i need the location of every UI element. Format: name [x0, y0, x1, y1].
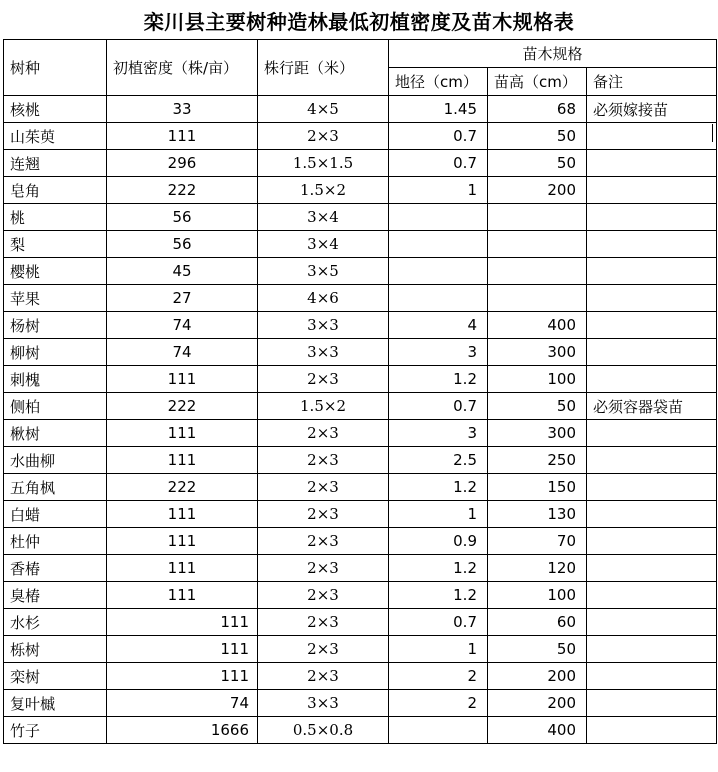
spacing-cell: 2×3 [258, 528, 389, 555]
diameter-cell: 3 [389, 420, 488, 447]
diameter-cell: 3 [389, 339, 488, 366]
note-cell [587, 717, 717, 744]
table-row [4, 312, 717, 339]
note-cell: 必须容器袋苗 [587, 393, 717, 420]
table-row [4, 231, 717, 258]
note-cell [587, 501, 717, 528]
note-cell [587, 231, 717, 258]
density-cell: 27 [107, 285, 258, 312]
spacing-cell: 4×5 [258, 96, 389, 123]
height-cell: 400 [488, 312, 587, 339]
species-cell: 皂角 [4, 177, 107, 204]
spacing-cell: 2×3 [258, 582, 389, 609]
table-row [4, 501, 717, 528]
note-cell: 必须嫁接苗 [587, 96, 717, 123]
species-cell: 白蜡 [4, 501, 107, 528]
species-cell: 柳树 [4, 339, 107, 366]
header-spacing: 株行距（米） [258, 40, 389, 96]
species-cell: 栾树 [4, 663, 107, 690]
height-cell: 130 [488, 501, 587, 528]
table-row [4, 393, 717, 420]
table-row [4, 528, 717, 555]
species-cell: 苹果 [4, 285, 107, 312]
height-cell: 50 [488, 636, 587, 663]
height-cell: 50 [488, 150, 587, 177]
table-row [4, 663, 717, 690]
species-cell: 连翘 [4, 150, 107, 177]
diameter-cell: 0.7 [389, 123, 488, 150]
diameter-cell: 1 [389, 177, 488, 204]
diameter-cell: 0.7 [389, 609, 488, 636]
header-note: 备注 [587, 68, 717, 96]
spacing-cell: 1.5×1.5 [258, 150, 389, 177]
table-row [4, 366, 717, 393]
note-cell [587, 555, 717, 582]
height-cell: 100 [488, 366, 587, 393]
density-cell: 111 [107, 555, 258, 582]
header-row-1 [4, 40, 717, 68]
spacing-cell: 3×3 [258, 690, 389, 717]
species-cell: 竹子 [4, 717, 107, 744]
diameter-cell: 1.2 [389, 366, 488, 393]
header-diameter: 地径（cm） [389, 68, 488, 96]
diameter-cell: 2 [389, 690, 488, 717]
note-cell [587, 339, 717, 366]
height-cell [488, 231, 587, 258]
density-cell: 111 [107, 123, 258, 150]
species-cell: 臭椿 [4, 582, 107, 609]
density-cell: 111 [107, 366, 258, 393]
height-cell: 400 [488, 717, 587, 744]
species-cell: 山茱萸 [4, 123, 107, 150]
table-row [4, 690, 717, 717]
table-row [4, 636, 717, 663]
table-row [4, 204, 717, 231]
density-cell: 56 [107, 231, 258, 258]
diameter-cell [389, 285, 488, 312]
diameter-cell: 2.5 [389, 447, 488, 474]
height-cell: 60 [488, 609, 587, 636]
density-cell: 74 [107, 690, 258, 717]
table-row [4, 447, 717, 474]
diameter-cell: 1.2 [389, 474, 488, 501]
density-cell: 74 [107, 312, 258, 339]
table-row [4, 96, 717, 123]
spacing-cell: 2×3 [258, 609, 389, 636]
text-cursor [712, 124, 713, 142]
seedling-spec-table [3, 39, 717, 744]
table-row [4, 285, 717, 312]
table-row [4, 420, 717, 447]
species-cell: 楸树 [4, 420, 107, 447]
density-cell: 111 [107, 663, 258, 690]
header-seedling-spec: 苗木规格 [389, 40, 717, 68]
height-cell [488, 258, 587, 285]
density-cell: 33 [107, 96, 258, 123]
density-cell: 111 [107, 420, 258, 447]
note-cell [587, 420, 717, 447]
density-cell: 74 [107, 339, 258, 366]
species-cell: 桃 [4, 204, 107, 231]
species-cell: 栎树 [4, 636, 107, 663]
spacing-cell: 3×3 [258, 339, 389, 366]
spacing-cell: 3×3 [258, 312, 389, 339]
diameter-cell [389, 231, 488, 258]
density-cell: 222 [107, 474, 258, 501]
spacing-cell: 4×6 [258, 285, 389, 312]
density-cell: 111 [107, 582, 258, 609]
height-cell: 300 [488, 339, 587, 366]
note-cell [587, 690, 717, 717]
diameter-cell: 1.2 [389, 555, 488, 582]
table-row [4, 555, 717, 582]
diameter-cell: 0.9 [389, 528, 488, 555]
note-cell [587, 582, 717, 609]
diameter-cell: 0.7 [389, 393, 488, 420]
table-row [4, 150, 717, 177]
diameter-cell: 1 [389, 501, 488, 528]
spacing-cell: 3×4 [258, 231, 389, 258]
note-cell [587, 366, 717, 393]
note-cell [587, 312, 717, 339]
note-cell [587, 177, 717, 204]
species-cell: 复叶槭 [4, 690, 107, 717]
diameter-cell: 1 [389, 636, 488, 663]
species-cell: 杨树 [4, 312, 107, 339]
species-cell: 刺槐 [4, 366, 107, 393]
density-cell: 56 [107, 204, 258, 231]
table-row [4, 258, 717, 285]
table-title: 栾川县主要树种造林最低初植密度及苗木规格表 [143, 10, 575, 34]
diameter-cell: 2 [389, 663, 488, 690]
spacing-cell: 2×3 [258, 636, 389, 663]
diameter-cell: 0.7 [389, 150, 488, 177]
density-cell: 222 [107, 177, 258, 204]
header-height: 苗高（cm） [488, 68, 587, 96]
species-cell: 核桃 [4, 96, 107, 123]
table-row [4, 474, 717, 501]
density-cell: 111 [107, 501, 258, 528]
species-cell: 水杉 [4, 609, 107, 636]
height-cell: 200 [488, 663, 587, 690]
diameter-cell [389, 258, 488, 285]
density-cell: 222 [107, 393, 258, 420]
spacing-cell: 3×5 [258, 258, 389, 285]
density-cell: 296 [107, 150, 258, 177]
note-cell [587, 609, 717, 636]
spacing-cell: 2×3 [258, 555, 389, 582]
note-cell [587, 528, 717, 555]
diameter-cell: 4 [389, 312, 488, 339]
height-cell: 300 [488, 420, 587, 447]
table-row [4, 177, 717, 204]
height-cell: 70 [488, 528, 587, 555]
table-row [4, 582, 717, 609]
table-row [4, 717, 717, 744]
height-cell [488, 285, 587, 312]
species-cell: 五角枫 [4, 474, 107, 501]
spacing-cell: 2×3 [258, 420, 389, 447]
species-cell: 杜仲 [4, 528, 107, 555]
density-cell: 1666 [107, 717, 258, 744]
diameter-cell: 1.2 [389, 582, 488, 609]
spacing-cell: 3×4 [258, 204, 389, 231]
spacing-cell: 2×3 [258, 663, 389, 690]
density-cell: 111 [107, 447, 258, 474]
note-cell [587, 285, 717, 312]
table-row [4, 609, 717, 636]
species-cell: 侧柏 [4, 393, 107, 420]
spacing-cell: 2×3 [258, 447, 389, 474]
spacing-cell: 2×3 [258, 501, 389, 528]
spacing-cell: 1.5×2 [258, 393, 389, 420]
table-row [4, 339, 717, 366]
density-cell: 45 [107, 258, 258, 285]
height-cell: 50 [488, 393, 587, 420]
height-cell: 120 [488, 555, 587, 582]
diameter-cell [389, 717, 488, 744]
note-cell [587, 204, 717, 231]
spacing-cell: 2×3 [258, 123, 389, 150]
species-cell: 水曲柳 [4, 447, 107, 474]
note-cell [587, 636, 717, 663]
note-cell [587, 150, 717, 177]
note-cell [587, 258, 717, 285]
height-cell: 200 [488, 177, 587, 204]
header-species: 树种 [4, 40, 107, 96]
height-cell: 100 [488, 582, 587, 609]
height-cell: 68 [488, 96, 587, 123]
header-density: 初植密度（株/亩） [107, 40, 258, 96]
spacing-cell: 2×3 [258, 474, 389, 501]
species-cell: 樱桃 [4, 258, 107, 285]
diameter-cell [389, 204, 488, 231]
density-cell: 111 [107, 636, 258, 663]
density-cell: 111 [107, 609, 258, 636]
spacing-cell: 0.5×0.8 [258, 717, 389, 744]
spacing-cell: 2×3 [258, 366, 389, 393]
height-cell: 50 [488, 123, 587, 150]
diameter-cell: 1.45 [389, 96, 488, 123]
spacing-cell: 1.5×2 [258, 177, 389, 204]
note-cell [587, 123, 717, 150]
note-cell [587, 663, 717, 690]
note-cell [587, 447, 717, 474]
height-cell: 150 [488, 474, 587, 501]
species-cell: 梨 [4, 231, 107, 258]
note-cell [587, 474, 717, 501]
height-cell [488, 204, 587, 231]
table-row [4, 123, 717, 150]
height-cell: 250 [488, 447, 587, 474]
height-cell: 200 [488, 690, 587, 717]
species-cell: 香椿 [4, 555, 107, 582]
density-cell: 111 [107, 528, 258, 555]
